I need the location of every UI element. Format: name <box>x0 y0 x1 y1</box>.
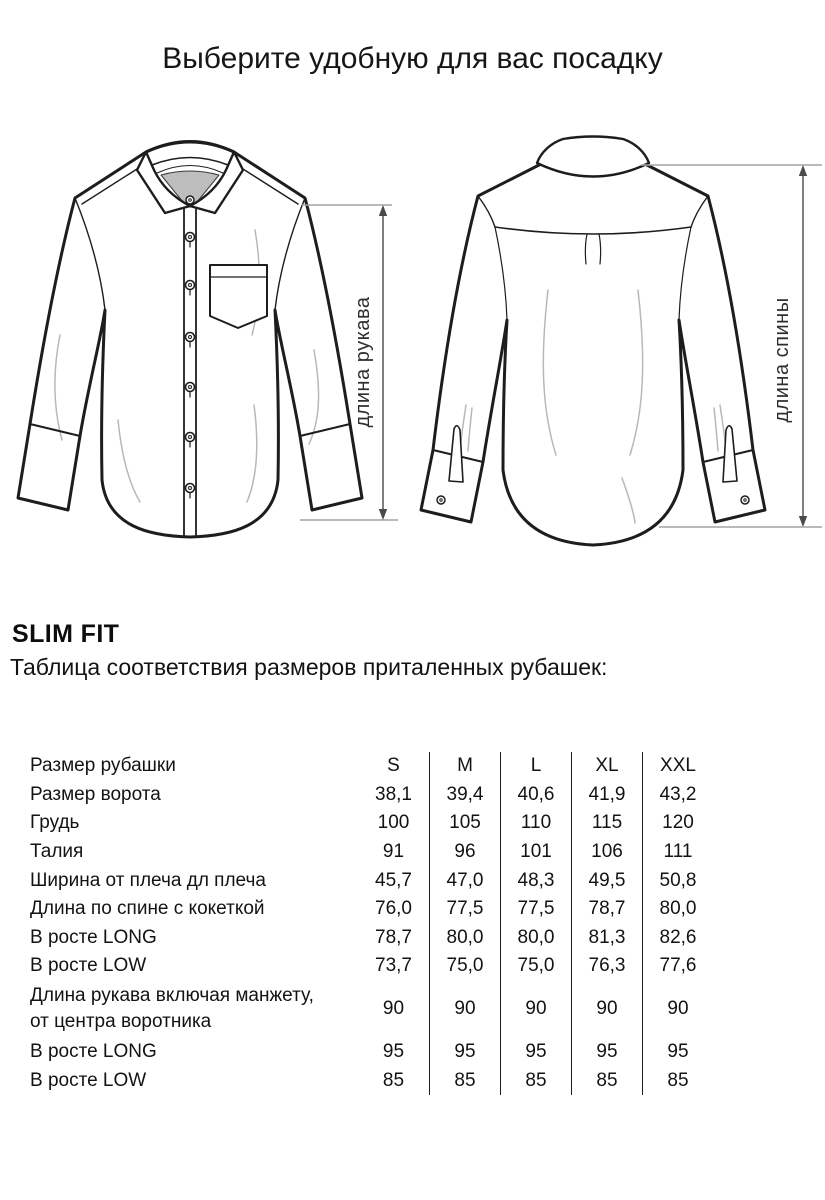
size-value-cell: 106 <box>571 838 642 867</box>
table-row <box>0 866 825 895</box>
size-value-cell: 85 <box>429 1067 500 1096</box>
size-value-cell: 45,7 <box>375 869 412 891</box>
size-value-cell: 75,0 <box>429 952 500 981</box>
table-row <box>0 1038 825 1067</box>
size-value-cell: 95 <box>382 1041 405 1063</box>
row-label: Длина рукава включая манжету, от центра воротника <box>30 985 314 1033</box>
size-value-cell: 77,5 <box>500 895 571 924</box>
sleeve-length-label: длина рукава <box>352 296 374 428</box>
size-column-header: XL <box>571 752 642 781</box>
size-value-cell: 40,6 <box>500 781 571 810</box>
row-label: В росте LONG <box>30 926 157 948</box>
row-label: Талия <box>30 841 84 863</box>
table-row <box>0 838 825 867</box>
arrowhead-up-icon <box>799 165 807 176</box>
arrowhead-down-icon <box>799 516 807 527</box>
size-value-cell: 91 <box>382 841 405 863</box>
size-value-cell: 95 <box>571 1038 642 1067</box>
size-value-cell: 110 <box>500 809 571 838</box>
table-row <box>0 952 825 981</box>
size-value-cell: 38,1 <box>375 783 412 805</box>
size-value-cell: 76,0 <box>375 898 412 920</box>
size-value-cell: 39,4 <box>429 781 500 810</box>
size-value-cell: 95 <box>500 1038 571 1067</box>
row-label: Ширина от плеча дл плеча <box>30 869 266 891</box>
size-value-cell: 85 <box>382 1069 405 1091</box>
size-value-cell: 90 <box>571 981 642 1038</box>
size-value-cell: 85 <box>500 1067 571 1096</box>
size-table-header-row <box>0 752 825 781</box>
size-column-header: XXL <box>642 752 713 781</box>
size-value-cell: 85 <box>642 1067 713 1096</box>
size-value-cell: 41,9 <box>571 781 642 810</box>
size-table-body <box>0 752 825 1095</box>
size-column-header: S <box>387 755 400 777</box>
size-value-cell: 48,3 <box>500 866 571 895</box>
row-label: Размер ворота <box>30 783 161 805</box>
size-value-cell: 73,7 <box>375 955 412 977</box>
size-value-cell: 77,5 <box>429 895 500 924</box>
size-value-cell: 96 <box>429 838 500 867</box>
size-value-cell: 78,7 <box>571 895 642 924</box>
size-value-cell: 76,3 <box>571 952 642 981</box>
page-title: Выберите удобную для вас посадку <box>162 42 663 75</box>
row-label: Грудь <box>30 812 80 834</box>
size-value-cell: 101 <box>500 838 571 867</box>
chest-pocket <box>210 265 267 328</box>
size-table <box>0 752 825 1095</box>
shirt-front-drawing <box>18 142 362 538</box>
size-value-cell: 111 <box>642 838 713 867</box>
row-label: Длина по спине с кокеткой <box>30 898 265 920</box>
size-value-cell: 105 <box>429 809 500 838</box>
size-value-cell: 75,0 <box>500 952 571 981</box>
size-value-cell: 49,5 <box>571 866 642 895</box>
size-value-cell: 85 <box>571 1067 642 1096</box>
table-row <box>0 1067 825 1096</box>
fit-heading: SLIM FIT <box>12 620 120 648</box>
back-length-label: длина спины <box>771 297 793 423</box>
size-value-cell: 50,8 <box>642 866 713 895</box>
shirts-diagram <box>0 110 825 570</box>
size-value-cell: 43,2 <box>642 781 713 810</box>
size-value-cell: 77,6 <box>642 952 713 981</box>
size-value-cell: 81,3 <box>571 924 642 953</box>
size-value-cell: 90 <box>429 981 500 1038</box>
size-value-cell: 90 <box>642 981 713 1038</box>
size-value-cell: 80,0 <box>642 895 713 924</box>
size-column-header: L <box>500 752 571 781</box>
size-value-cell: 120 <box>642 809 713 838</box>
size-value-cell: 90 <box>382 998 405 1020</box>
table-row <box>0 809 825 838</box>
arrowhead-down-icon <box>379 509 387 520</box>
arrowhead-up-icon <box>379 205 387 216</box>
size-value-cell: 78,7 <box>375 926 412 948</box>
table-row <box>0 981 825 1038</box>
size-value-cell: 47,0 <box>429 866 500 895</box>
shirt-back-drawing <box>421 137 765 546</box>
size-value-cell: 90 <box>500 981 571 1038</box>
size-value-cell: 115 <box>571 809 642 838</box>
row-label: Размер рубашки <box>30 755 176 777</box>
size-column-header: M <box>429 752 500 781</box>
table-row <box>0 924 825 953</box>
size-value-cell: 95 <box>429 1038 500 1067</box>
size-value-cell: 82,6 <box>642 924 713 953</box>
row-label: В росте LONG <box>30 1041 157 1063</box>
size-value-cell: 80,0 <box>500 924 571 953</box>
row-label: В росте LOW <box>30 1069 147 1091</box>
row-label: В росте LOW <box>30 955 147 977</box>
back-collar <box>537 137 649 177</box>
size-value-cell: 95 <box>642 1038 713 1067</box>
table-row <box>0 781 825 810</box>
table-row <box>0 895 825 924</box>
size-value-cell: 100 <box>377 812 410 834</box>
table-subtitle: Таблица соответствия размеров приталенных рубашек: <box>10 654 608 680</box>
shirt-back-outline <box>421 164 765 545</box>
size-value-cell: 80,0 <box>429 924 500 953</box>
